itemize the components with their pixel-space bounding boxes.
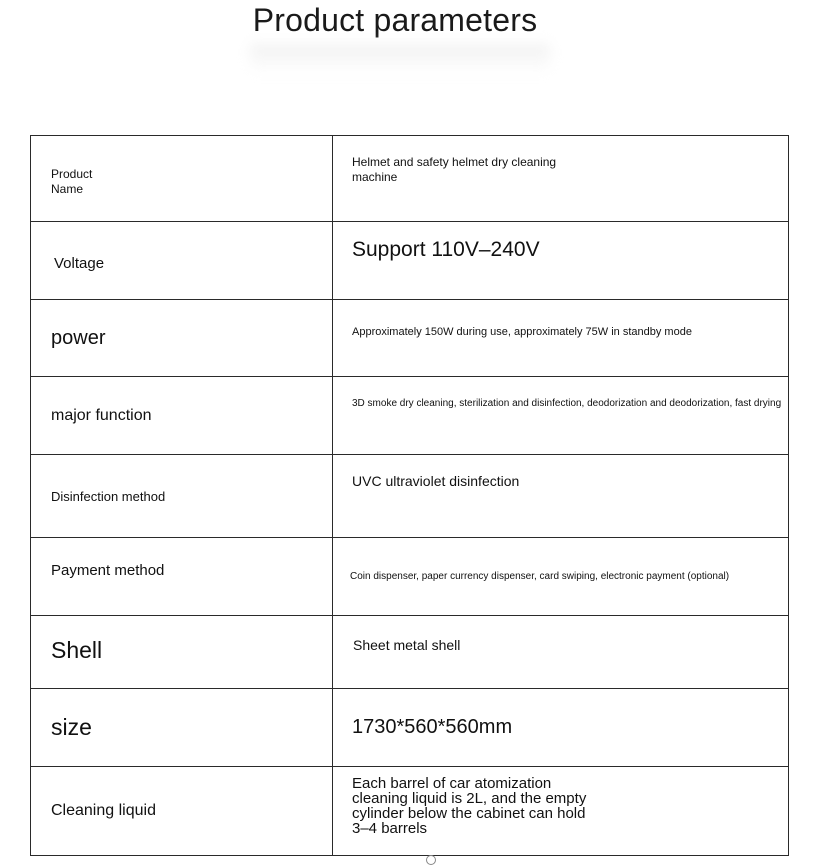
row-value-cell bbox=[333, 455, 789, 538]
row-value-cell bbox=[333, 300, 789, 377]
row-label-cell bbox=[31, 300, 333, 377]
row-label-cell bbox=[31, 689, 333, 767]
shell-label: Shell bbox=[51, 636, 103, 663]
page-title: Product parameters bbox=[252, 2, 538, 38]
table-row bbox=[31, 377, 789, 455]
row-label-cell bbox=[31, 377, 333, 455]
table-row bbox=[31, 136, 789, 222]
payment-method-label: Payment method bbox=[51, 562, 165, 579]
table-row bbox=[31, 689, 789, 767]
payment-method-value: Coin dispenser, paper currency dispenser, card swiping, electronic payment (optional) bbox=[350, 571, 730, 582]
major-function-label: major function bbox=[51, 406, 152, 424]
row-value-cell bbox=[333, 767, 789, 856]
disinfection-method-label: Disinfection method bbox=[51, 488, 166, 504]
row-value-cell bbox=[333, 377, 789, 455]
table-row bbox=[31, 300, 789, 377]
row-label-cell bbox=[31, 767, 333, 856]
product-name-label: Product Name bbox=[51, 166, 93, 196]
row-value-cell bbox=[333, 616, 789, 689]
row-label-cell bbox=[31, 455, 333, 538]
table-row bbox=[31, 616, 789, 689]
power-label: power bbox=[51, 326, 106, 349]
row-value-cell bbox=[333, 222, 789, 300]
table-row bbox=[31, 222, 789, 300]
row-label-cell bbox=[31, 222, 333, 300]
shell-value: Sheet metal shell bbox=[353, 637, 461, 653]
cleaning-liquid-label: Cleaning liquid bbox=[51, 802, 156, 819]
title-reflection bbox=[250, 44, 550, 74]
table-row bbox=[31, 455, 789, 538]
table-row bbox=[31, 538, 789, 616]
row-value-cell bbox=[333, 538, 789, 616]
major-function-value: 3D smoke dry cleaning, sterilization and disinfection, deodorization and deodorization, fast drying bbox=[352, 398, 782, 409]
size-label: size bbox=[51, 714, 92, 740]
power-value: Approximately 150W during use, approximately 75W in standby mode bbox=[352, 326, 692, 338]
cleaning-liquid-value: Each barrel of car atomization cleaning liquid is 2L, and the empty cylinder below the cabinet can hold 3–4 barrels bbox=[352, 775, 587, 837]
voltage-label: Voltage bbox=[54, 255, 105, 272]
voltage-value: Support 110V–240V bbox=[352, 238, 540, 261]
row-label-cell bbox=[31, 616, 333, 689]
product-parameters-table bbox=[30, 135, 789, 856]
table-row bbox=[31, 767, 789, 856]
disinfection-method-value: UVC ultraviolet disinfection bbox=[352, 473, 520, 489]
bottom-edge-mark bbox=[426, 855, 436, 865]
row-label-cell bbox=[31, 136, 333, 222]
product-name-value: Helmet and safety helmet dry cleaning machine bbox=[352, 155, 557, 184]
row-label-cell bbox=[31, 538, 333, 616]
row-value-cell bbox=[333, 689, 789, 767]
row-value-cell bbox=[333, 136, 789, 222]
size-value: 1730*560*560mm bbox=[352, 716, 513, 738]
